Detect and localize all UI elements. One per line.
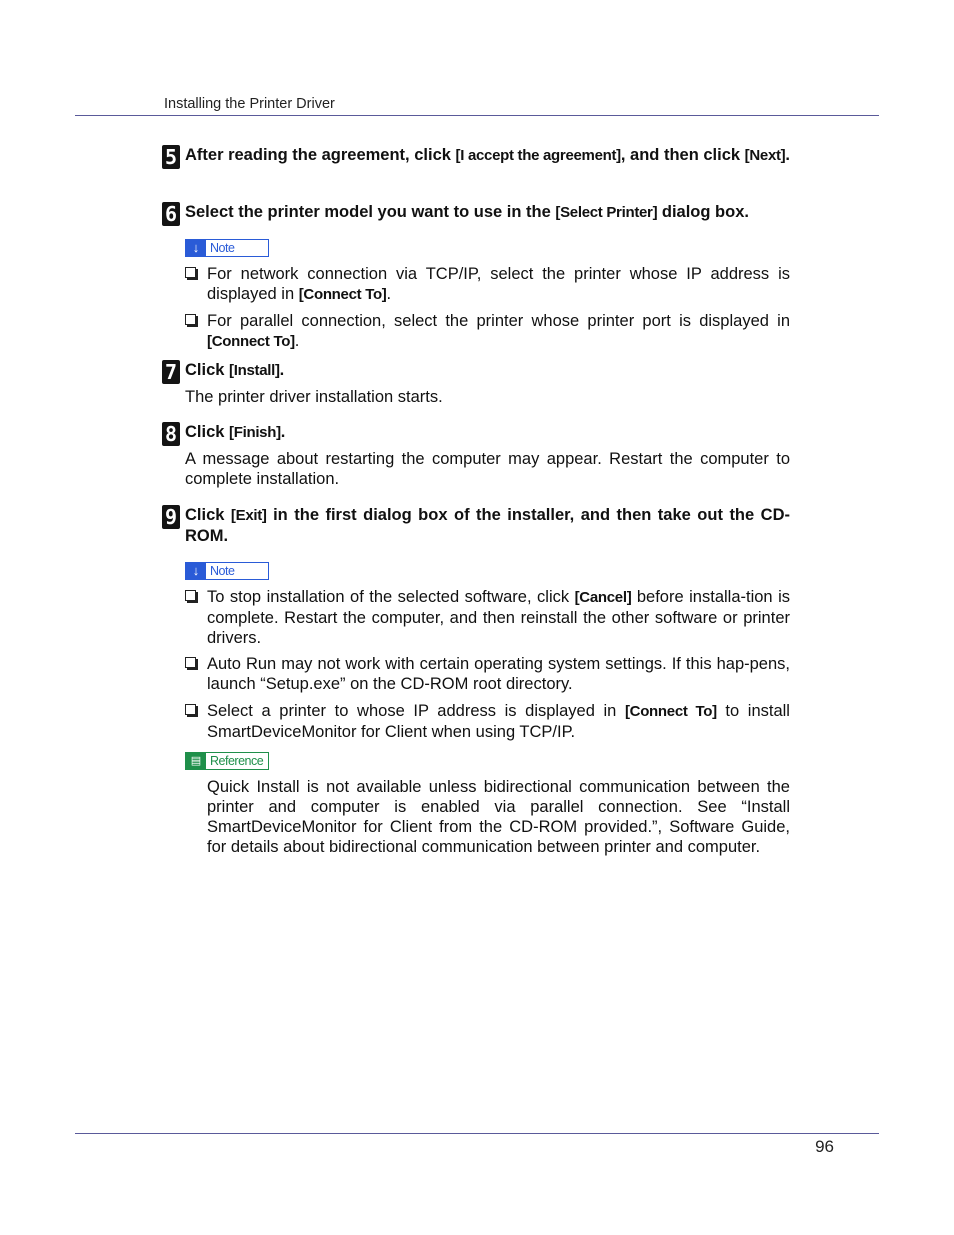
- note-item: [185, 654, 790, 694]
- note-badge: [185, 562, 269, 580]
- step-body: A message about restarting the computer may appear. Restart the computer to complete installation.: [185, 450, 790, 488]
- step-title: [185, 422, 790, 443]
- step-number: 6: [162, 202, 180, 226]
- step-text: .: [280, 423, 286, 441]
- checkbox-bullet-icon: [185, 267, 196, 278]
- step-number: 7: [162, 360, 180, 384]
- note-text: .: [294, 332, 300, 350]
- checkbox-bullet-icon: [185, 657, 196, 668]
- note-text: To stop installation of the selected software, click: [207, 588, 575, 606]
- step-text: .: [785, 146, 790, 164]
- field-ref-connect-to: [Connect To]: [624, 703, 717, 720]
- button-ref-exit: [Exit]: [230, 507, 267, 524]
- book-icon: ▤: [186, 753, 206, 769]
- reference-badge: [185, 752, 269, 770]
- note-text: Select a printer to whose IP address is displayed in: [207, 702, 625, 720]
- step-body: The printer driver installation starts.: [185, 388, 443, 406]
- step-text: Click: [185, 361, 230, 379]
- step-text: , and then click: [620, 146, 745, 164]
- note-text: For parallel connection, select the printer whose printer port is displayed in: [207, 312, 790, 330]
- checkbox-bullet-icon: [185, 314, 196, 325]
- field-ref-connect-to: [Connect To]: [207, 333, 295, 350]
- note-text: to install SmartDeviceMonitor for Client when using TCP/IP.: [207, 702, 790, 741]
- reference-text: Quick Install is not available unless bidirectional communication between the printer and computer is enabled via parallel connection. See “Install SmartDeviceMonitor for Client from the CD-ROM provided.”, Software Guide, for details about bidirectional communication between printer and computer.: [207, 778, 790, 856]
- button-ref-next: [Next]: [744, 147, 786, 164]
- note-label: Note: [210, 564, 235, 578]
- step-9: [162, 505, 790, 546]
- button-ref-cancel: [Cancel]: [574, 589, 632, 606]
- note-text: Auto Run may not work with certain operating system settings. If this hap-pens, launch “Setup.exe” on the CD-ROM root directory.: [207, 655, 790, 693]
- step-text: in the first dialog box of the installer, and then take out the CD-ROM.: [185, 506, 790, 545]
- button-ref-finish: [Finish]: [229, 424, 281, 441]
- note-badge: [185, 239, 269, 257]
- note-text: .: [386, 285, 392, 303]
- step-8: [162, 422, 790, 489]
- note-item: [185, 311, 790, 352]
- arrow-down-icon: ↓: [186, 563, 206, 579]
- checkbox-bullet-icon: [185, 704, 196, 715]
- note-item: [185, 587, 790, 648]
- header-rule: [75, 115, 879, 116]
- step-number: 8: [162, 422, 180, 446]
- step-number: 9: [162, 505, 180, 529]
- field-ref-connect-to: [Connect To]: [298, 286, 387, 303]
- step-title: [185, 202, 790, 223]
- note-item: [185, 264, 790, 305]
- step-5: [162, 145, 790, 169]
- step-text: Select the printer model you want to use in the: [185, 203, 556, 221]
- footer-rule: [75, 1133, 879, 1134]
- dialog-ref-select-printer: [Select Printer]: [555, 204, 658, 221]
- page-number: 96: [815, 1137, 834, 1156]
- reference-label: Reference: [210, 754, 264, 768]
- note-text: before installa-tion is complete. Restart the computer, and then reinstall the other software or printer drivers.: [207, 588, 790, 647]
- step-title: [185, 145, 790, 166]
- step-text: Click: [185, 506, 231, 524]
- step-text: dialog box.: [657, 203, 749, 221]
- running-header: Installing the Printer Driver: [164, 96, 335, 112]
- step-number: 5: [162, 145, 180, 169]
- note-text: For network connection via TCP/IP, select the printer whose IP address is displayed in: [207, 265, 790, 303]
- arrow-down-icon: ↓: [186, 240, 206, 256]
- button-ref-accept: [I accept the agreement]: [455, 147, 621, 164]
- step-text: .: [279, 361, 285, 379]
- step-6: [162, 202, 790, 226]
- step-title: [185, 505, 790, 546]
- checkbox-bullet-icon: [185, 590, 196, 601]
- note-label: Note: [210, 241, 235, 255]
- note-item: [185, 701, 790, 742]
- button-ref-install: [Install]: [229, 362, 280, 379]
- step-7: [162, 360, 790, 407]
- step-text: After reading the agreement, click: [185, 146, 456, 164]
- step-title: [185, 360, 790, 381]
- step-text: Click: [185, 423, 230, 441]
